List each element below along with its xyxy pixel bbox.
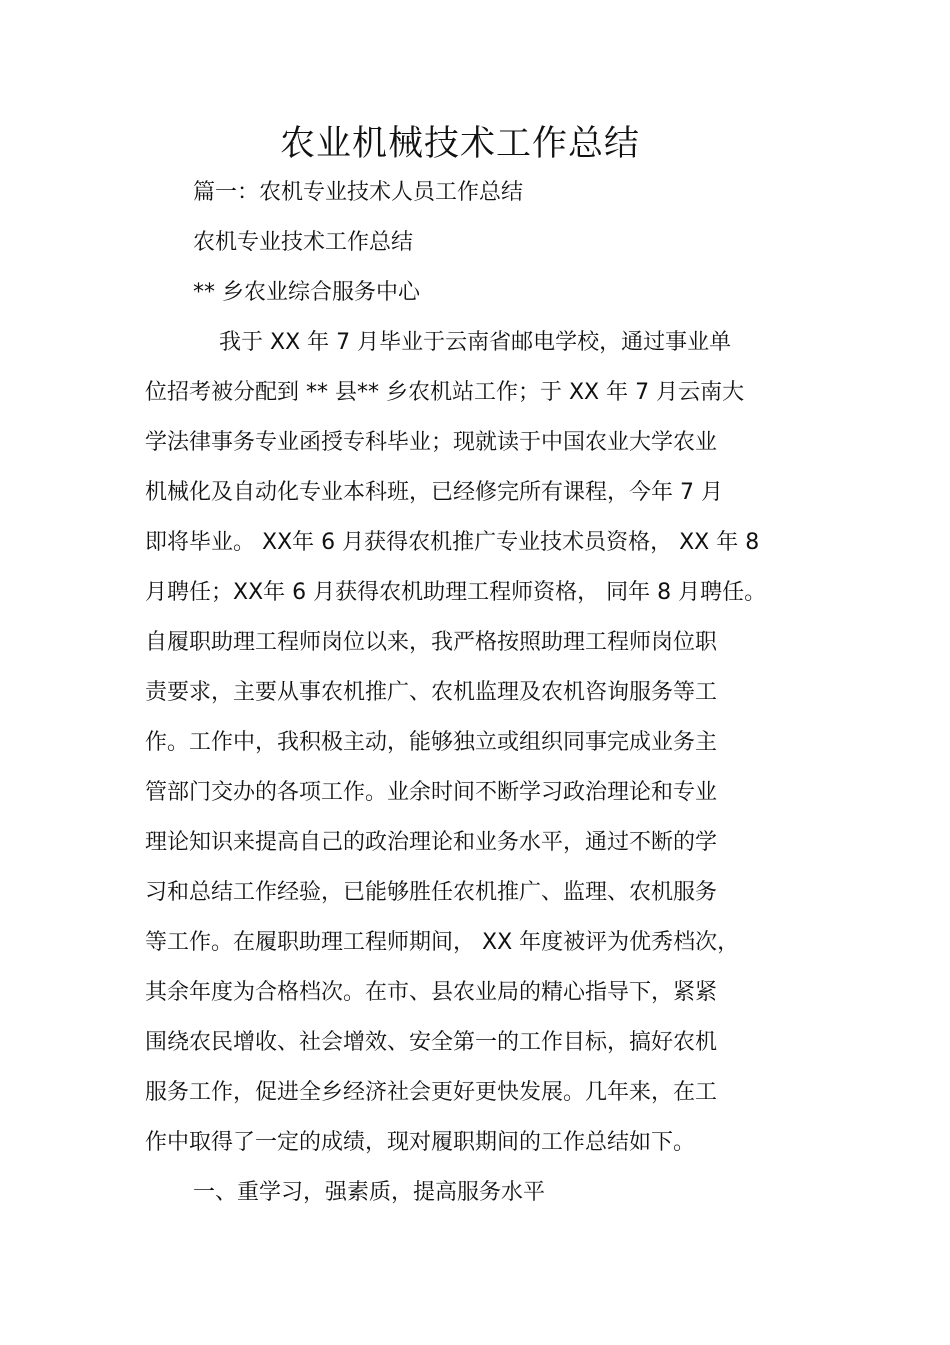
paragraph-line: 学法律事务专业函授专科毕业；现就读于中国农业大学农业 [145, 430, 718, 455]
subheading-summary: 农机专业技术工作总结 [193, 230, 414, 255]
paragraph-line: 自履职助理工程师岗位以来，我严格按照助理工程师岗位职 [145, 630, 718, 655]
document-title: 农业机械技术工作总结 [279, 124, 640, 164]
paragraph-line: 作中取得了一定的成绩，现对履职期间的工作总结如下。 [145, 1130, 696, 1155]
section-heading: 一、重学习，强素质，提高服务水平 [193, 1180, 546, 1205]
subheading-chapter: 篇一：农机专业技术人员工作总结 [193, 180, 524, 205]
paragraph-line: 即将毕业。 XX年 6 月获得农机推广专业技术员资格， XX 年 8 [145, 530, 760, 555]
paragraph-line: 管部门交办的各项工作。业余时间不断学习政治理论和专业 [145, 780, 718, 805]
paragraph-line: 机械化及自动化专业本科班，已经修完所有课程，今年 7 月 [145, 480, 723, 505]
paragraph-line: 我于 XX 年 7 月毕业于云南省邮电学校，通过事业单 [219, 330, 732, 355]
paragraph-line: 位招考被分配到 ** 县** 乡农机站工作；于 XX 年 7 月云南大 [145, 380, 745, 405]
paragraph-line: 理论知识来提高自己的政治理论和业务水平，通过不断的学 [145, 830, 718, 855]
paragraph-line: 责要求，主要从事农机推广、农机监理及农机咨询服务等工 [145, 680, 718, 705]
paragraph-line: 等工作。在履职助理工程师期间， XX 年度被评为优秀档次， [145, 930, 740, 955]
paragraph-line: 习和总结工作经验，已能够胜任农机推广、监理、农机服务 [145, 880, 718, 905]
paragraph-line: 作。工作中，我积极主动，能够独立或组织同事完成业务主 [145, 730, 718, 755]
paragraph-line: 围绕农民增收、社会增效、安全第一的工作目标，搞好农机 [145, 1030, 718, 1055]
paragraph-line: 月聘任；XX年 6 月获得农机助理工程师资格， 同年 8 月聘任。 [145, 580, 767, 605]
subheading-organization: ** 乡农业综合服务中心 [193, 280, 420, 305]
paragraph-line: 服务工作，促进全乡经济社会更好更快发展。几年来，在工 [145, 1080, 718, 1105]
paragraph-line: 其余年度为合格档次。在市、县农业局的精心指导下，紧紧 [145, 980, 718, 1005]
